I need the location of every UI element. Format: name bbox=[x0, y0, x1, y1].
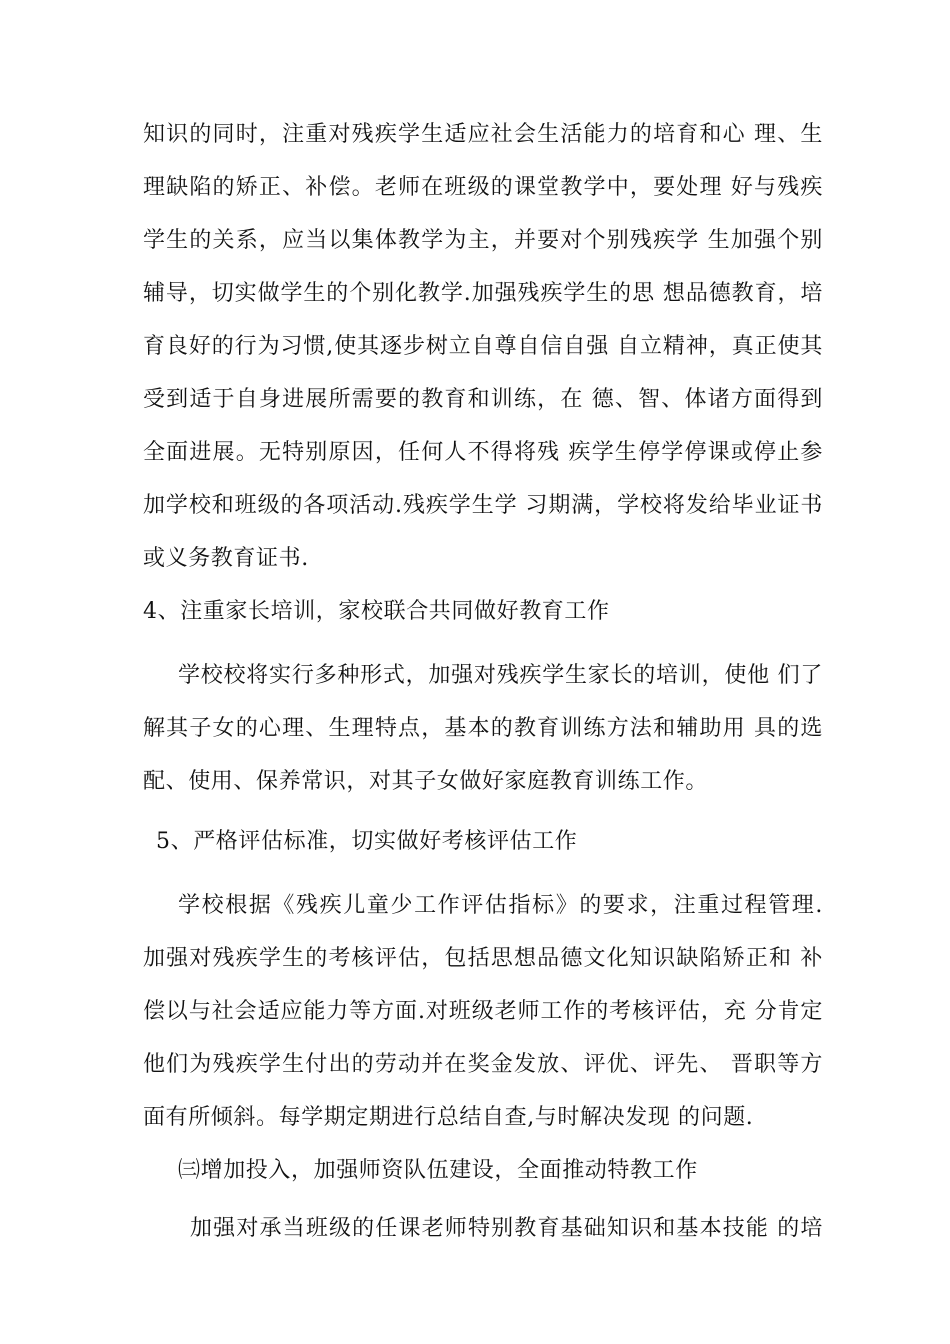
paragraph-line: 育良好的行为习惯,使其逐步树立自尊自信自强 自立精神，真正使其 bbox=[143, 334, 823, 359]
paragraph-line: 辅导，切实做学生的个别化教学.加强残疾学生的思 想品德教育，培 bbox=[143, 281, 823, 306]
paragraph-line: 知识的同时，注重对残疾学生适应社会生活能力的培育和心 理、生 bbox=[143, 122, 823, 147]
paragraph-line: 加强对承当班级的任课老师特别教育基础知识和基本技能 的培 bbox=[190, 1216, 823, 1241]
paragraph-line: 学校根据《残疾儿童少工作评估指标》的要求，注重过程管理. bbox=[178, 893, 823, 918]
paragraph-line: 学生的关系，应当以集体教学为主，并要对个别残疾学 生加强个别 bbox=[143, 228, 823, 253]
paragraph-line: 加强对残疾学生的考核评估，包括思想品德文化知识缺陷矫正和 补 bbox=[143, 946, 823, 971]
paragraph-line: 加学校和班级的各项活动.残疾学生学 习期满，学校将发给毕业证书 bbox=[143, 493, 823, 518]
section-heading: 5、严格评估标准，切实做好考核评估工作 bbox=[156, 829, 578, 854]
section-heading: ㈢增加投入，加强师资队伍建设，全面推动特教工作 bbox=[178, 1158, 698, 1183]
paragraph-line: 受到适于自身进展所需要的教育和训练，在 德、智、体诸方面得到 bbox=[143, 387, 823, 412]
paragraph-line: 理缺陷的矫正、补偿。老师在班级的课堂教学中，要处理 好与残疾 bbox=[143, 175, 823, 200]
paragraph-line: 学校校将实行多种形式，加强对残疾学生家长的培训，使他 们了 bbox=[178, 663, 823, 688]
section-heading: 4、注重家长培训，家校联合共同做好教育工作 bbox=[143, 599, 610, 624]
paragraph-line: 或义务教育证书. bbox=[143, 546, 309, 571]
paragraph-line: 他们为残疾学生付出的劳动并在奖金发放、评优、评先、 晋职等方 bbox=[143, 1052, 823, 1077]
paragraph-line: 面有所倾斜。每学期定期进行总结自查,与时解决发现 的问题. bbox=[143, 1105, 754, 1130]
paragraph-line: 偿以与社会适应能力等方面.对班级老师工作的考核评估，充 分肯定 bbox=[143, 999, 823, 1024]
paragraph-line: 配、使用、保养常识，对其子女做好家庭教育训练工作。 bbox=[143, 769, 709, 794]
paragraph-line: 全面进展。无特别原因，任何人不得将残 疾学生停学停课或停止参 bbox=[143, 440, 823, 465]
paragraph-line: 解其子女的心理、生理特点，基本的教育训练方法和辅助用 具的选 bbox=[143, 716, 823, 741]
